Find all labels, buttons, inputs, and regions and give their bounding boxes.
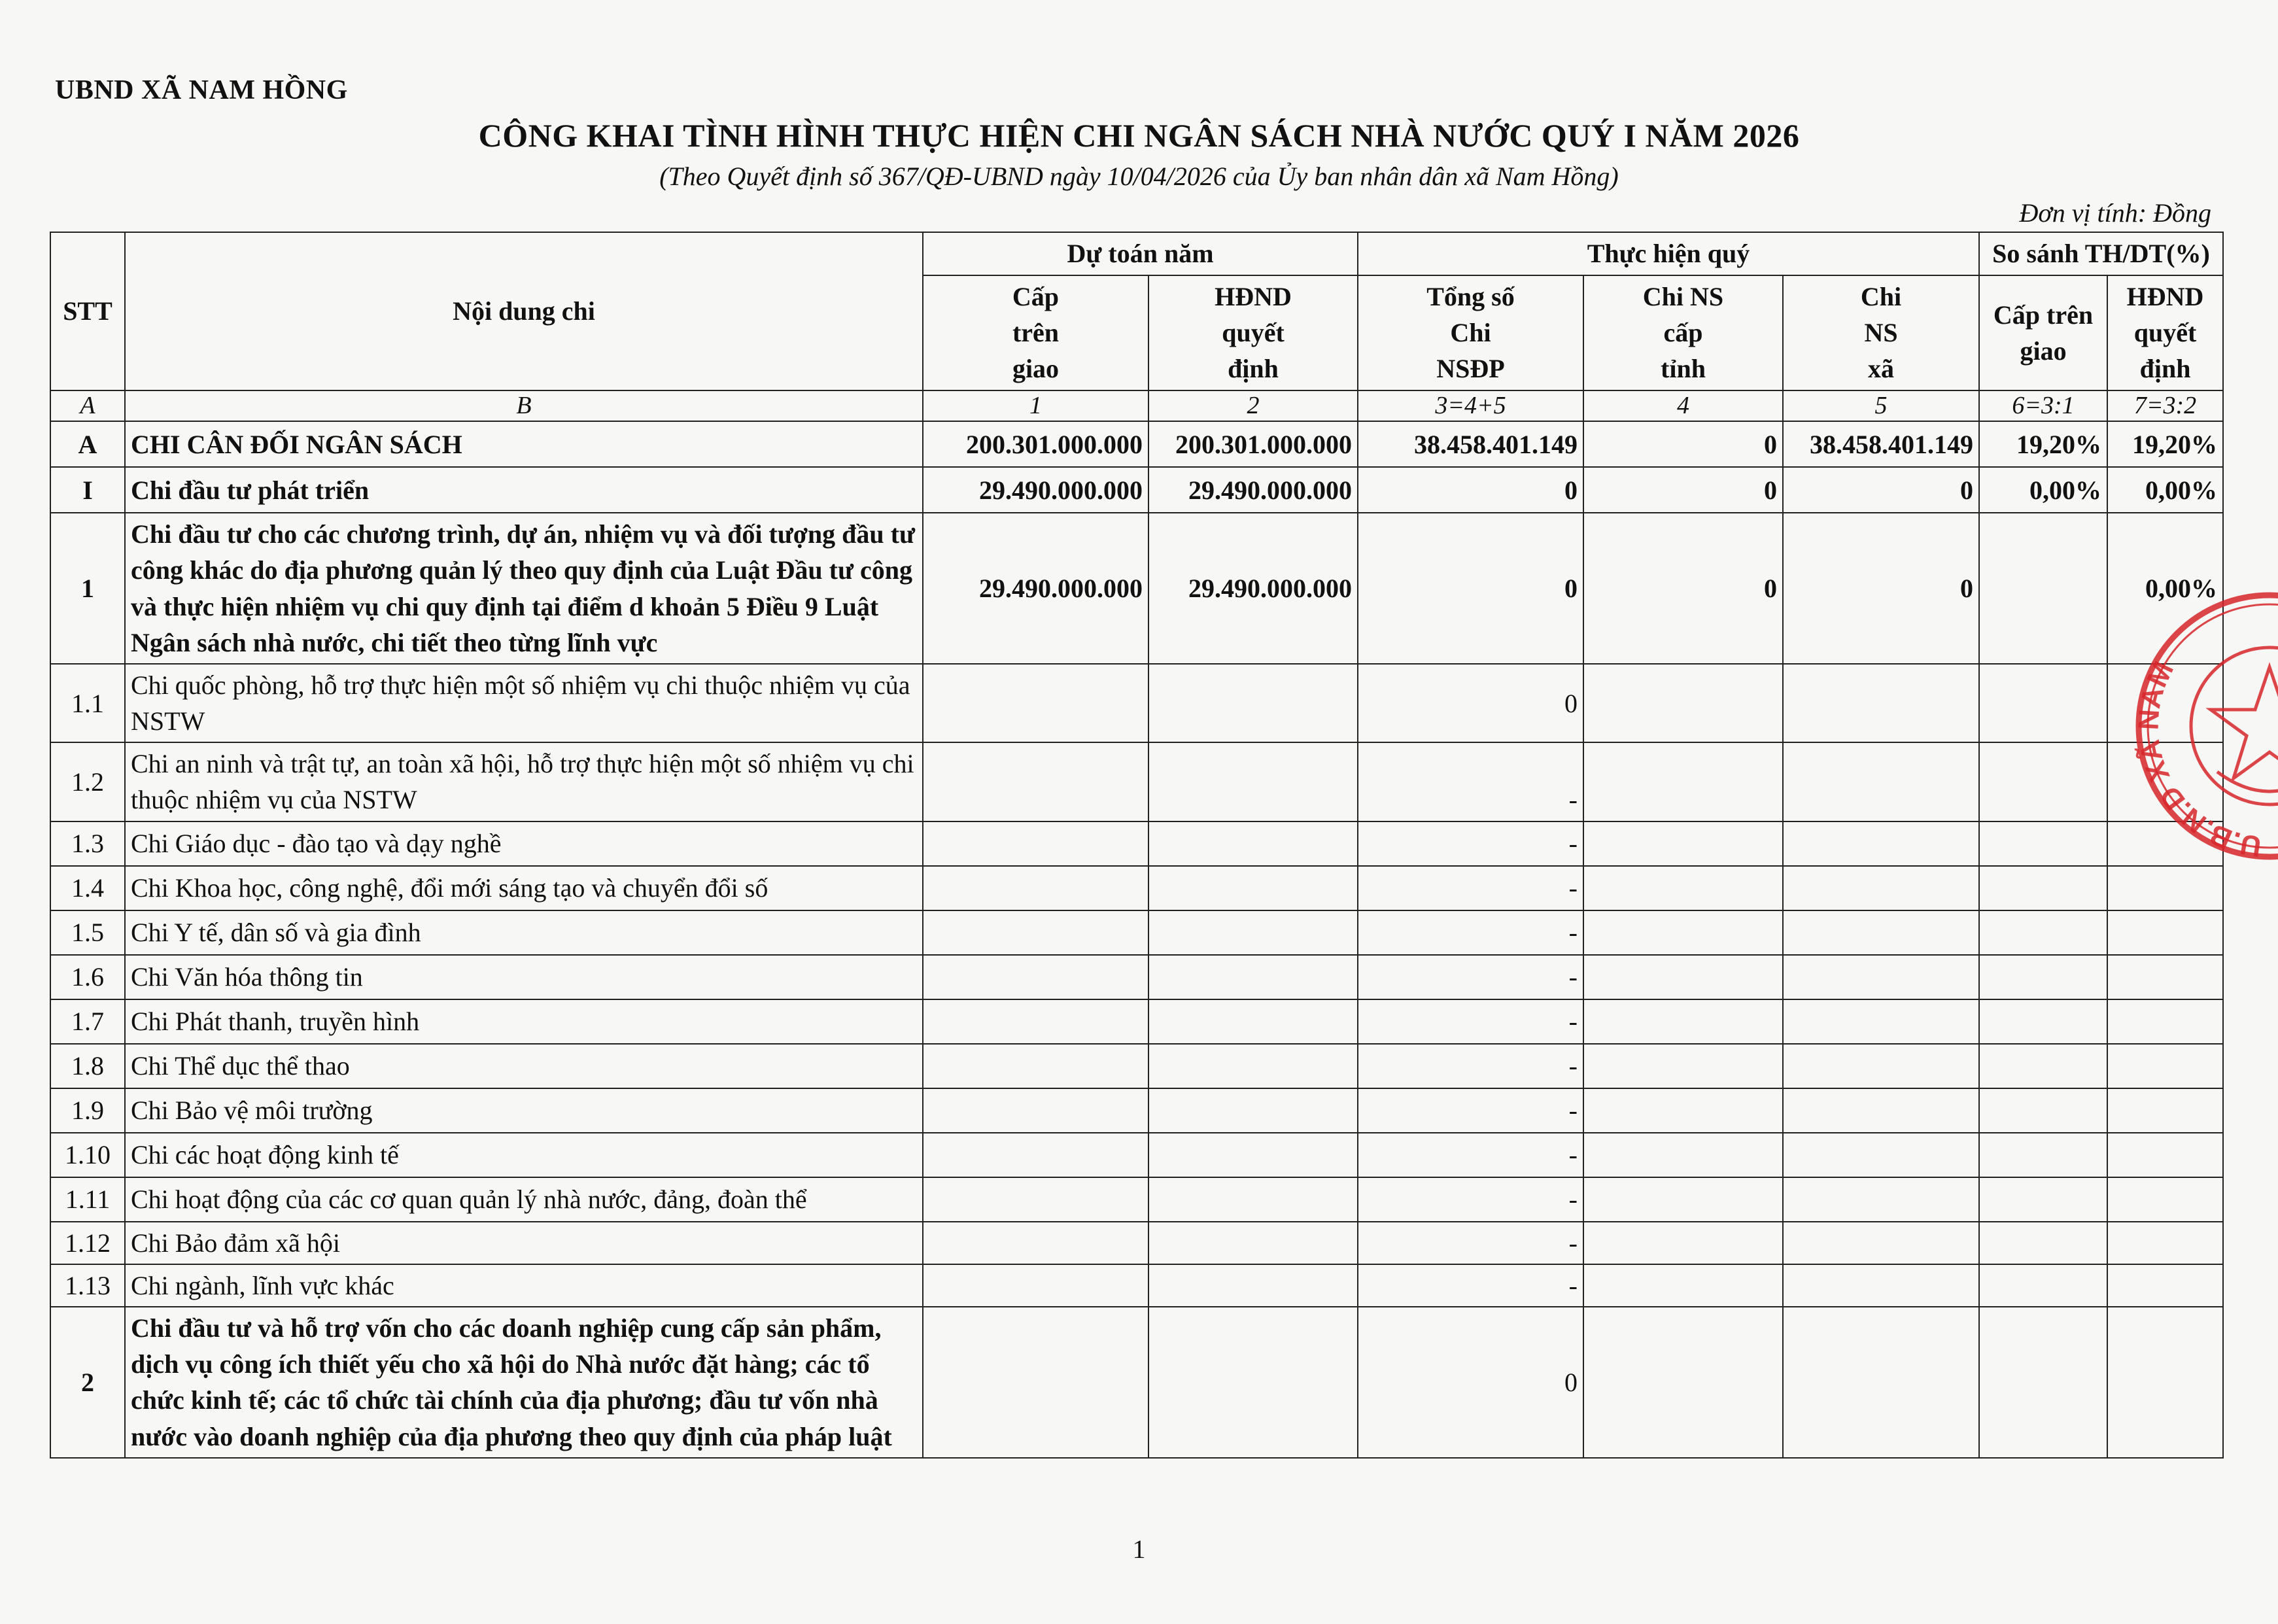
row-c5 [1783, 866, 1979, 910]
row-c3: - [1358, 1044, 1583, 1088]
column-code: B [125, 390, 923, 422]
row-c7 [2107, 1133, 2223, 1177]
row-c5 [1783, 955, 1979, 999]
row-content: Chi ngành, lĩnh vực khác [125, 1264, 923, 1307]
row-c2 [1148, 742, 1358, 821]
row-c1 [923, 1264, 1148, 1307]
row-c3: 0 [1358, 467, 1583, 513]
agency-name: UBND XÃ NAM HỒNG [55, 75, 348, 105]
row-content: Chi đầu tư phát triển [125, 467, 923, 513]
column-code: 2 [1148, 390, 1358, 422]
row-c1: 200.301.000.000 [923, 421, 1148, 467]
row-c6 [1979, 1133, 2107, 1177]
row-c2 [1148, 664, 1358, 742]
row-c3: 0 [1358, 1307, 1583, 1458]
row-content: CHI CÂN ĐỐI NGÂN SÁCH [125, 421, 923, 467]
row-stt: 1 [50, 513, 125, 664]
row-c3: - [1358, 1264, 1583, 1307]
row-c3: - [1358, 955, 1583, 999]
row-c6 [1979, 999, 2107, 1044]
row-stt: 2 [50, 1307, 125, 1458]
column-code: A [50, 390, 125, 422]
row-c1 [923, 742, 1148, 821]
row-c4 [1583, 1222, 1783, 1264]
row-c4: 0 [1583, 467, 1783, 513]
row-stt: I [50, 467, 125, 513]
table-row [50, 664, 2223, 742]
row-c5 [1783, 1177, 1979, 1222]
row-c2 [1148, 866, 1358, 910]
row-content: Chi Y tế, dân số và gia đình [125, 910, 923, 955]
row-c5 [1783, 910, 1979, 955]
row-c5 [1783, 1307, 1979, 1458]
row-c4 [1583, 742, 1783, 821]
table-row [50, 955, 2223, 999]
row-c2 [1148, 821, 1358, 866]
row-c7 [2107, 999, 2223, 1044]
row-c2 [1148, 1264, 1358, 1307]
row-c5 [1783, 1088, 1979, 1133]
row-c7 [2107, 1222, 2223, 1264]
row-stt: 1.11 [50, 1177, 125, 1222]
row-c1 [923, 1088, 1148, 1133]
row-c3: 38.458.401.149 [1358, 421, 1583, 467]
row-content: Chi an ninh và trật tự, an toàn xã hội, hỗ trợ thực hiện một số nhiệm vụ chi thuộc nhiệm vụ của NSTW [125, 742, 923, 821]
row-content: Chi Phát thanh, truyền hình [125, 999, 923, 1044]
header-col-1: Cấp trên giao [923, 275, 1148, 390]
row-content: Chi hoạt động của các cơ quan quản lý nhà nước, đảng, đoàn thể [125, 1177, 923, 1222]
table-row [50, 821, 2223, 866]
row-content: Chi Khoa học, công nghệ, đổi mới sáng tạo và chuyển đổi số [125, 866, 923, 910]
row-c7: 0,00% [2107, 467, 2223, 513]
row-c2: 29.490.000.000 [1148, 513, 1358, 664]
row-c4 [1583, 664, 1783, 742]
row-c1 [923, 1222, 1148, 1264]
header-group-estimate: Dự toán năm [923, 232, 1358, 275]
row-c6 [1979, 742, 2107, 821]
row-c2 [1148, 1088, 1358, 1133]
row-c5: 0 [1783, 467, 1979, 513]
row-c6 [1979, 1044, 2107, 1088]
row-c3: - [1358, 1133, 1583, 1177]
row-stt: 1.13 [50, 1264, 125, 1307]
row-c6 [1979, 866, 2107, 910]
row-stt: 1.2 [50, 742, 125, 821]
row-c4 [1583, 1133, 1783, 1177]
row-c7 [2107, 1307, 2223, 1458]
table-row [50, 1177, 2223, 1222]
row-c5 [1783, 1044, 1979, 1088]
row-c6: 19,20% [1979, 421, 2107, 467]
header-col-3: Tổng số Chi NSĐP [1358, 275, 1583, 390]
table-row [50, 1264, 2223, 1307]
row-c5: 0 [1783, 513, 1979, 664]
row-c6 [1979, 1177, 2107, 1222]
row-stt: 1.3 [50, 821, 125, 866]
header-group-actual: Thực hiện quý [1358, 232, 1979, 275]
row-c1: 29.490.000.000 [923, 467, 1148, 513]
row-c1 [923, 1133, 1148, 1177]
row-c3: - [1358, 1088, 1583, 1133]
row-c7 [2107, 1264, 2223, 1307]
row-c3: - [1358, 821, 1583, 866]
row-c6 [1979, 513, 2107, 664]
table-row [50, 1222, 2223, 1264]
row-c2 [1148, 1177, 1358, 1222]
row-c2 [1148, 999, 1358, 1044]
table-row-item-2 [50, 1307, 2223, 1458]
row-c7 [2107, 1088, 2223, 1133]
row-c5: 38.458.401.149 [1783, 421, 1979, 467]
row-content: Chi Bảo vệ môi trường [125, 1088, 923, 1133]
column-code-row [50, 390, 2223, 422]
row-c2 [1148, 910, 1358, 955]
row-content: Chi Văn hóa thông tin [125, 955, 923, 999]
row-c5 [1783, 821, 1979, 866]
row-c5 [1783, 664, 1979, 742]
row-c6 [1979, 1088, 2107, 1133]
header-col-4: Chi NS cấp tỉnh [1583, 275, 1783, 390]
row-content: Chi đầu tư và hỗ trợ vốn cho các doanh nghiệp cung cấp sản phẩm, dịch vụ công ích thiết yếu cho xã hội do Nhà nước đặt hàng; các tổ chức kinh tế; các tổ chức tài chính của địa phương; đầu tư vốn nhà nước vào doanh nghiệp của địa phương theo quy định của pháp luật [125, 1307, 923, 1458]
header-col-2: HĐND quyết định [1148, 275, 1358, 390]
table-row [50, 1133, 2223, 1177]
row-c7 [2107, 1044, 2223, 1088]
row-c5 [1783, 1264, 1979, 1307]
table-row [50, 742, 2223, 821]
row-c7 [2107, 910, 2223, 955]
row-c6: 0,00% [1979, 467, 2107, 513]
unit-label: Đơn vị tính: Đồng [2019, 198, 2211, 228]
row-content: Chi đầu tư cho các chương trình, dự án, nhiệm vụ và đối tượng đầu tư công khác do địa phương quản lý theo quy định của Luật Đầu tư công và thực hiện nhiệm vụ chi quy định tại điểm d khoản 5 Điều 9 Luật Ngân sách nhà nước, chi tiết theo từng lĩnh vực [125, 513, 923, 664]
row-c4 [1583, 1044, 1783, 1088]
budget-table [50, 232, 2224, 1459]
row-c3: 0 [1358, 664, 1583, 742]
row-stt: A [50, 421, 125, 467]
column-code: 1 [923, 390, 1148, 422]
page-number: 1 [1132, 1534, 1146, 1564]
row-stt: 1.6 [50, 955, 125, 999]
column-code: 6=3:1 [1979, 390, 2107, 422]
row-c5 [1783, 742, 1979, 821]
row-c1: 29.490.000.000 [923, 513, 1148, 664]
header-col-7: HĐND quyết định [2107, 275, 2223, 390]
row-c6 [1979, 1307, 2107, 1458]
table-row [50, 910, 2223, 955]
row-stt: 1.10 [50, 1133, 125, 1177]
row-c3: - [1358, 1177, 1583, 1222]
column-code: 4 [1583, 390, 1783, 422]
row-c6 [1979, 664, 2107, 742]
header-col-6: Cấp trên giao [1979, 275, 2107, 390]
row-stt: 1.7 [50, 999, 125, 1044]
header-content: Nội dung chi [125, 232, 923, 390]
header-stt: STT [50, 232, 125, 390]
row-stt: 1.4 [50, 866, 125, 910]
svg-text:U.B.N.D XÃ NAM: U.B.N.D XÃ NAM [2132, 657, 2264, 863]
table-row-item-1 [50, 513, 2223, 664]
row-c1 [923, 910, 1148, 955]
row-c5 [1783, 999, 1979, 1044]
row-c2 [1148, 1044, 1358, 1088]
row-content: Chi các hoạt động kinh tế [125, 1133, 923, 1177]
table-row [50, 999, 2223, 1044]
row-content: Chi Bảo đảm xã hội [125, 1222, 923, 1264]
row-c7: 19,20% [2107, 421, 2223, 467]
row-stt: 1.12 [50, 1222, 125, 1264]
row-c1 [923, 664, 1148, 742]
row-content: Chi Thể dục thể thao [125, 1044, 923, 1088]
row-c5 [1783, 1133, 1979, 1177]
row-c2: 29.490.000.000 [1148, 467, 1358, 513]
table-row [50, 866, 2223, 910]
row-c3: - [1358, 999, 1583, 1044]
row-stt: 1.9 [50, 1088, 125, 1133]
row-c4 [1583, 821, 1783, 866]
row-c6 [1979, 1264, 2107, 1307]
row-c4 [1583, 1307, 1783, 1458]
row-c4 [1583, 910, 1783, 955]
row-c4 [1583, 955, 1783, 999]
row-c6 [1979, 821, 2107, 866]
table-row-section-i [50, 467, 2223, 513]
row-c2 [1148, 1133, 1358, 1177]
row-c4 [1583, 1088, 1783, 1133]
row-c7 [2107, 866, 2223, 910]
row-c4 [1583, 1264, 1783, 1307]
header-group-compare: So sánh TH/DT(%) [1979, 232, 2223, 275]
column-code: 7=3:2 [2107, 390, 2223, 422]
row-c1 [923, 1177, 1148, 1222]
row-content: Chi quốc phòng, hỗ trợ thực hiện một số nhiệm vụ chi thuộc nhiệm vụ của NSTW [125, 664, 923, 742]
row-c3: 0 [1358, 513, 1583, 664]
document-title: CÔNG KHAI TÌNH HÌNH THỰC HIỆN CHI NGÂN SÁCH NHÀ NƯỚC QUÝ I NĂM 2026 [478, 117, 1800, 154]
row-c3: - [1358, 910, 1583, 955]
column-code: 5 [1783, 390, 1979, 422]
row-stt: 1.8 [50, 1044, 125, 1088]
row-c4 [1583, 866, 1783, 910]
row-c6 [1979, 955, 2107, 999]
row-c1 [923, 1307, 1148, 1458]
table-row [50, 1088, 2223, 1133]
row-c6 [1979, 1222, 2107, 1264]
row-c1 [923, 1044, 1148, 1088]
row-c3: - [1358, 1222, 1583, 1264]
header-col-5: Chi NS xã [1783, 275, 1979, 390]
row-c3: - [1358, 866, 1583, 910]
row-c5 [1783, 1222, 1979, 1264]
table-row [50, 1044, 2223, 1088]
row-c7 [2107, 1177, 2223, 1222]
row-c2: 200.301.000.000 [1148, 421, 1358, 467]
row-c4 [1583, 1177, 1783, 1222]
row-c2 [1148, 1222, 1358, 1264]
row-c6 [1979, 910, 2107, 955]
row-stt: 1.5 [50, 910, 125, 955]
column-code: 3=4+5 [1358, 390, 1583, 422]
row-c2 [1148, 955, 1358, 999]
row-c4 [1583, 999, 1783, 1044]
official-seal-stamp [2119, 582, 2278, 870]
row-c7: 0,00% [2107, 513, 2223, 664]
row-c1 [923, 821, 1148, 866]
row-c4: 0 [1583, 421, 1783, 467]
row-c2 [1148, 1307, 1358, 1458]
row-c3: - [1358, 742, 1583, 821]
row-c7 [2107, 955, 2223, 999]
row-stt: 1.1 [50, 664, 125, 742]
table-row-section-a [50, 421, 2223, 467]
document-subtitle: (Theo Quyết định số 367/QĐ-UBND ngày 10/04/2026 của Ủy ban nhân dân xã Nam Hồng) [659, 162, 1619, 191]
row-content: Chi Giáo dục - đào tạo và dạy nghề [125, 821, 923, 866]
row-c4: 0 [1583, 513, 1783, 664]
row-c1 [923, 999, 1148, 1044]
row-c1 [923, 866, 1148, 910]
row-c1 [923, 955, 1148, 999]
